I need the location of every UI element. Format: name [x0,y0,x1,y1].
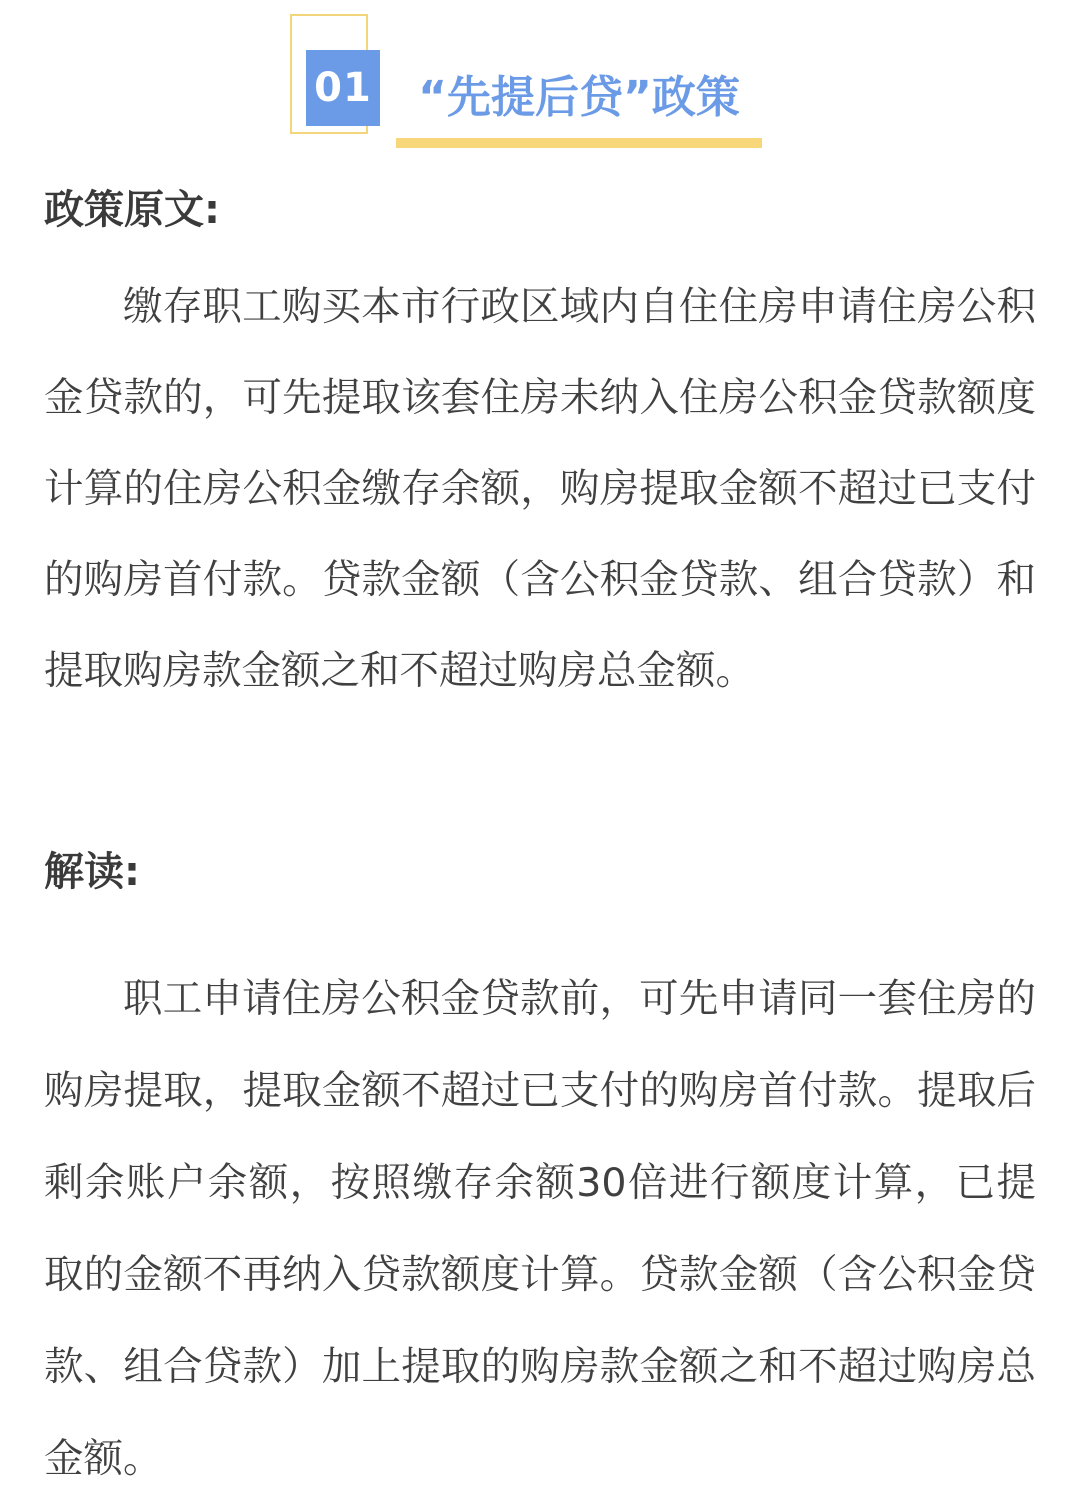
policy-text: 缴存职工购买本市行政区域内自住住房申请住房公积金贷款的，可先提取该套住房未纳入住房公积金贷款额度计算的住房公积金缴存余额，购房提取金额不超过已支付的购房首付款。贷款金额（含公积金贷款、组合贷款）和提取购房款金额之和不超过购房总金额。 [44,284,1036,694]
section-title-wrap [396,60,762,150]
title-underline [396,138,762,148]
section-title: “先提后贷”政策 [418,72,740,123]
section-header [0,0,1080,160]
policy-label: 政策原文: [44,187,220,233]
interpretation-label: 解读: [44,849,140,895]
section-number-badge: 01 [306,50,380,126]
interpretation-text: 职工申请住房公积金贷款前，可先申请同一套住房的购房提取，提取金额不超过已支付的购房首付款。提取后剩余账户余额，按照缴存余额30倍进行额度计算，已提取的金额不再纳入贷款额度计算。贷款金额（含公积金贷款、组合贷款）加上提取的购房款金额之和不超过购房总金额。 [44,976,1036,1482]
